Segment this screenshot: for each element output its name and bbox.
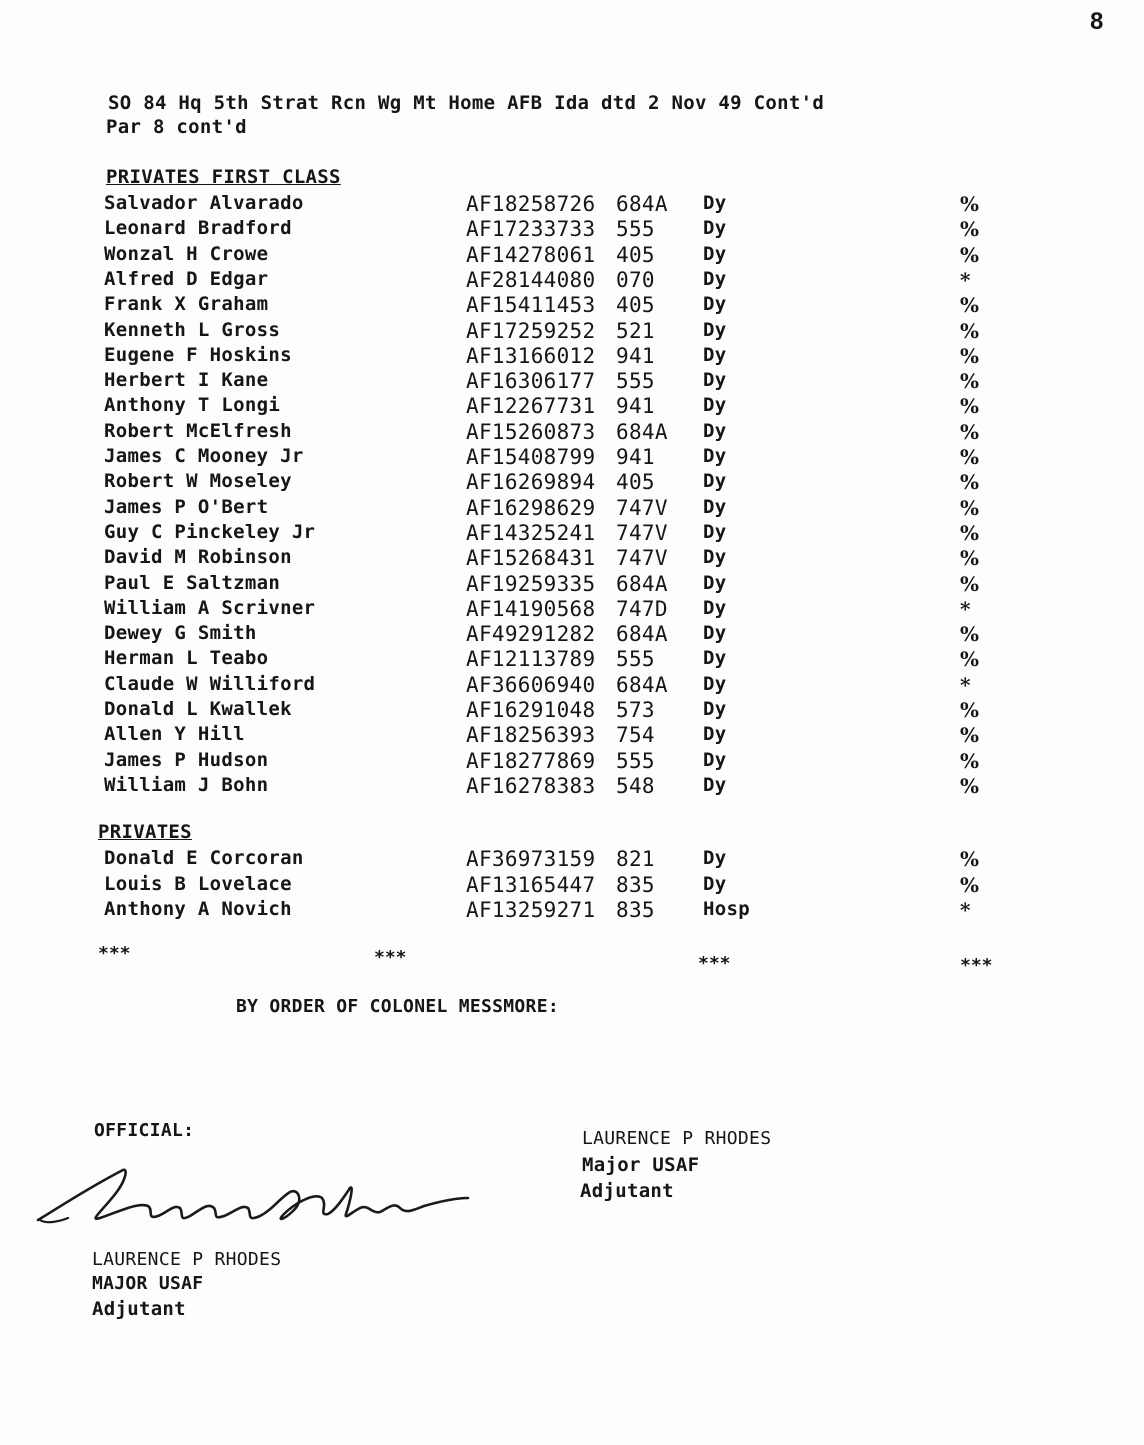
table-row bbox=[0, 445, 1144, 470]
person-name: Paul E Saltzman bbox=[104, 571, 281, 594]
duty-status: Dy bbox=[703, 267, 727, 290]
handwritten-signature bbox=[28, 1158, 478, 1238]
specialty-code: 405 bbox=[616, 242, 655, 267]
annotation-mark: % bbox=[960, 723, 980, 748]
annotation-mark: % bbox=[960, 847, 980, 871]
annotation-mark: % bbox=[960, 394, 980, 419]
annotation-mark: % bbox=[960, 698, 980, 722]
person-name: Robert W Moseley bbox=[104, 470, 292, 493]
duty-status: Dy bbox=[703, 318, 727, 341]
specialty-code: 555 bbox=[616, 217, 655, 242]
specialty-code: 835 bbox=[616, 872, 655, 897]
person-name: James P Hudson bbox=[104, 748, 269, 771]
serial-number: AF16278383 bbox=[466, 773, 596, 798]
separator-stars-2: *** bbox=[374, 947, 407, 968]
serial-number: AF16306177 bbox=[466, 369, 596, 394]
specialty-code: 684A bbox=[616, 571, 668, 596]
right-sig-title: Adjutant bbox=[580, 1180, 674, 1202]
person-name: Frank X Graham bbox=[104, 293, 269, 316]
person-name: Dewey G Smith bbox=[104, 622, 257, 645]
duty-status: Dy bbox=[703, 672, 727, 695]
right-sig-rank: Major USAF bbox=[582, 1154, 700, 1176]
pvt-heading: PRIVATES bbox=[98, 821, 192, 843]
serial-number: AF28144080 bbox=[466, 267, 596, 292]
specialty-code: 835 bbox=[616, 898, 655, 922]
table-row bbox=[0, 394, 1144, 419]
specialty-code: 821 bbox=[616, 847, 655, 871]
left-sig-title: Adjutant bbox=[92, 1298, 186, 1320]
table-row bbox=[0, 268, 1144, 293]
annotation-mark: * bbox=[960, 672, 971, 697]
duty-status: Dy bbox=[703, 419, 727, 442]
duty-status: Dy bbox=[703, 192, 727, 214]
annotation-mark: % bbox=[960, 872, 980, 897]
specialty-code: 754 bbox=[616, 723, 655, 748]
duty-status: Dy bbox=[703, 394, 727, 417]
table-row bbox=[0, 293, 1144, 318]
duty-status: Dy bbox=[703, 546, 727, 569]
person-name: Leonard Bradford bbox=[104, 217, 292, 240]
serial-number: AF17259252 bbox=[466, 318, 596, 343]
duty-status: Hosp bbox=[703, 898, 750, 920]
table-row bbox=[0, 647, 1144, 672]
table-row bbox=[0, 344, 1144, 369]
table-row bbox=[0, 572, 1144, 597]
duty-status: Dy bbox=[703, 748, 727, 771]
serial-number: AF12113789 bbox=[466, 647, 596, 672]
table-row bbox=[0, 723, 1144, 748]
person-name: David M Robinson bbox=[104, 546, 292, 569]
table-row bbox=[0, 496, 1144, 521]
annotation-mark: % bbox=[960, 546, 980, 571]
annotation-mark: % bbox=[960, 242, 980, 267]
duty-status: Dy bbox=[703, 872, 727, 895]
duty-status: Dy bbox=[703, 773, 727, 796]
annotation-mark: % bbox=[960, 622, 980, 647]
table-row bbox=[0, 622, 1144, 647]
table-row bbox=[0, 749, 1144, 774]
person-name: Eugene F Hoskins bbox=[104, 343, 292, 366]
specialty-code: 684A bbox=[616, 622, 668, 647]
person-name: Guy C Pinckeley Jr bbox=[104, 520, 316, 543]
annotation-mark: % bbox=[960, 520, 980, 545]
table-row bbox=[0, 369, 1144, 394]
duty-status: Dy bbox=[703, 596, 727, 619]
specialty-code: 521 bbox=[616, 318, 655, 343]
specialty-code: 941 bbox=[616, 445, 655, 469]
annotation-mark: % bbox=[960, 748, 980, 773]
table-row bbox=[0, 217, 1144, 242]
annotation-mark: % bbox=[960, 217, 980, 242]
separator-stars-4: *** bbox=[960, 955, 993, 976]
annotation-mark: % bbox=[960, 419, 980, 444]
person-name: Donald E Corcoran bbox=[104, 847, 304, 869]
serial-number: AF18277869 bbox=[466, 748, 596, 773]
annotation-mark: % bbox=[960, 647, 980, 672]
serial-number: AF14190568 bbox=[466, 596, 596, 621]
table-row bbox=[0, 847, 1144, 872]
serial-number: AF17233733 bbox=[466, 217, 596, 242]
specialty-code: 684A bbox=[616, 419, 668, 444]
person-name: Herman L Teabo bbox=[104, 647, 269, 670]
person-name: Donald L Kwallek bbox=[104, 698, 292, 720]
serial-number: AF15411453 bbox=[466, 293, 596, 318]
specialty-code: 684A bbox=[616, 192, 668, 216]
annotation-mark: % bbox=[960, 192, 980, 216]
annotation-mark: % bbox=[960, 293, 980, 318]
person-name: Kenneth L Gross bbox=[104, 318, 281, 341]
specialty-code: 555 bbox=[616, 369, 655, 394]
separator-stars-1: *** bbox=[98, 943, 131, 964]
duty-status: Dy bbox=[703, 647, 727, 670]
serial-number: AF16291048 bbox=[466, 698, 596, 722]
table-row bbox=[0, 698, 1144, 723]
right-sig-name: LAURENCE P RHODES bbox=[582, 1128, 772, 1149]
person-name: Robert McElfresh bbox=[104, 419, 292, 442]
person-name: Anthony A Novich bbox=[104, 898, 292, 920]
table-row bbox=[0, 470, 1144, 495]
person-name: James P O'Bert bbox=[104, 495, 269, 518]
serial-number: AF14278061 bbox=[466, 242, 596, 267]
order-line: BY ORDER OF COLONEL MESSMORE: bbox=[236, 996, 559, 1017]
table-row bbox=[0, 521, 1144, 546]
serial-number: AF15408799 bbox=[466, 445, 596, 469]
serial-number: AF13165447 bbox=[466, 872, 596, 897]
person-name: James C Mooney Jr bbox=[104, 445, 304, 467]
annotation-mark: % bbox=[960, 343, 980, 368]
annotation-mark: % bbox=[960, 773, 980, 798]
specialty-code: 747V bbox=[616, 546, 668, 571]
serial-number: AF19259335 bbox=[466, 571, 596, 596]
person-name: Claude W Williford bbox=[104, 672, 316, 695]
person-name: Alfred D Edgar bbox=[104, 267, 269, 290]
annotation-mark: * bbox=[960, 898, 971, 922]
serial-number: AF15260873 bbox=[466, 419, 596, 444]
specialty-code: 548 bbox=[616, 773, 655, 798]
serial-number: AF49291282 bbox=[466, 622, 596, 647]
table-row bbox=[0, 673, 1144, 698]
duty-status: Dy bbox=[703, 242, 727, 265]
annotation-mark: % bbox=[960, 318, 980, 343]
annotation-mark: % bbox=[960, 470, 980, 495]
specialty-code: 555 bbox=[616, 647, 655, 672]
serial-number: AF18256393 bbox=[466, 723, 596, 748]
annotation-mark: % bbox=[960, 495, 980, 520]
table-row bbox=[0, 192, 1144, 217]
pfc-heading: PRIVATES FIRST CLASS bbox=[106, 166, 341, 188]
specialty-code: 747V bbox=[616, 495, 668, 520]
serial-number: AF15268431 bbox=[466, 546, 596, 571]
duty-status: Dy bbox=[703, 622, 727, 645]
person-name: Louis B Lovelace bbox=[104, 872, 292, 895]
person-name: William A Scrivner bbox=[104, 596, 316, 619]
serial-number: AF16298629 bbox=[466, 495, 596, 520]
duty-status: Dy bbox=[703, 698, 727, 720]
duty-status: Dy bbox=[703, 217, 727, 240]
specialty-code: 684A bbox=[616, 672, 668, 697]
duty-status: Dy bbox=[703, 293, 727, 316]
specialty-code: 405 bbox=[616, 470, 655, 495]
duty-status: Dy bbox=[703, 520, 727, 543]
specialty-code: 941 bbox=[616, 394, 655, 419]
person-name: Herbert I Kane bbox=[104, 369, 269, 392]
duty-status: Dy bbox=[703, 495, 727, 518]
duty-status: Dy bbox=[703, 847, 727, 869]
official-label: OFFICIAL: bbox=[94, 1120, 195, 1141]
header-line-1: SO 84 Hq 5th Strat Rcn Wg Mt Home AFB Ida dtd 2 Nov 49 Cont'd bbox=[108, 92, 825, 114]
table-row bbox=[0, 774, 1144, 799]
specialty-code: 555 bbox=[616, 748, 655, 773]
table-row bbox=[0, 243, 1144, 268]
annotation-mark: * bbox=[960, 267, 971, 292]
header-line-2: Par 8 cont'd bbox=[106, 116, 247, 138]
specialty-code: 747V bbox=[616, 520, 668, 545]
person-name: Wonzal H Crowe bbox=[104, 242, 269, 265]
serial-number: AF36606940 bbox=[466, 672, 596, 697]
person-name: Allen Y Hill bbox=[104, 723, 245, 746]
specialty-code: 070 bbox=[616, 267, 655, 292]
specialty-code: 573 bbox=[616, 698, 655, 722]
annotation-mark: % bbox=[960, 369, 980, 394]
person-name: William J Bohn bbox=[104, 773, 269, 796]
left-sig-name: LAURENCE P RHODES bbox=[92, 1249, 282, 1270]
serial-number: AF12267731 bbox=[466, 394, 596, 419]
duty-status: Dy bbox=[703, 571, 727, 594]
duty-status: Dy bbox=[703, 369, 727, 392]
table-row bbox=[0, 319, 1144, 344]
specialty-code: 747D bbox=[616, 596, 668, 621]
table-row bbox=[0, 546, 1144, 571]
serial-number: AF14325241 bbox=[466, 520, 596, 545]
annotation-mark: % bbox=[960, 571, 980, 596]
person-name: Salvador Alvarado bbox=[104, 192, 304, 214]
serial-number: AF18258726 bbox=[466, 192, 596, 216]
duty-status: Dy bbox=[703, 445, 727, 467]
separator-stars-3: *** bbox=[698, 953, 731, 974]
annotation-mark: % bbox=[960, 445, 980, 469]
page-number: 8 bbox=[1090, 8, 1104, 35]
table-row bbox=[0, 873, 1144, 898]
annotation-mark: * bbox=[960, 596, 971, 621]
serial-number: AF13259271 bbox=[466, 898, 596, 922]
duty-status: Dy bbox=[703, 343, 727, 366]
table-row bbox=[0, 898, 1144, 923]
serial-number: AF16269894 bbox=[466, 470, 596, 495]
serial-number: AF13166012 bbox=[466, 343, 596, 368]
table-row bbox=[0, 597, 1144, 622]
table-row bbox=[0, 420, 1144, 445]
duty-status: Dy bbox=[703, 470, 727, 493]
specialty-code: 941 bbox=[616, 343, 655, 368]
person-name: Anthony T Longi bbox=[104, 394, 281, 417]
specialty-code: 405 bbox=[616, 293, 655, 318]
left-sig-rank: MAJOR USAF bbox=[92, 1273, 204, 1294]
duty-status: Dy bbox=[703, 723, 727, 746]
serial-number: AF36973159 bbox=[466, 847, 596, 871]
